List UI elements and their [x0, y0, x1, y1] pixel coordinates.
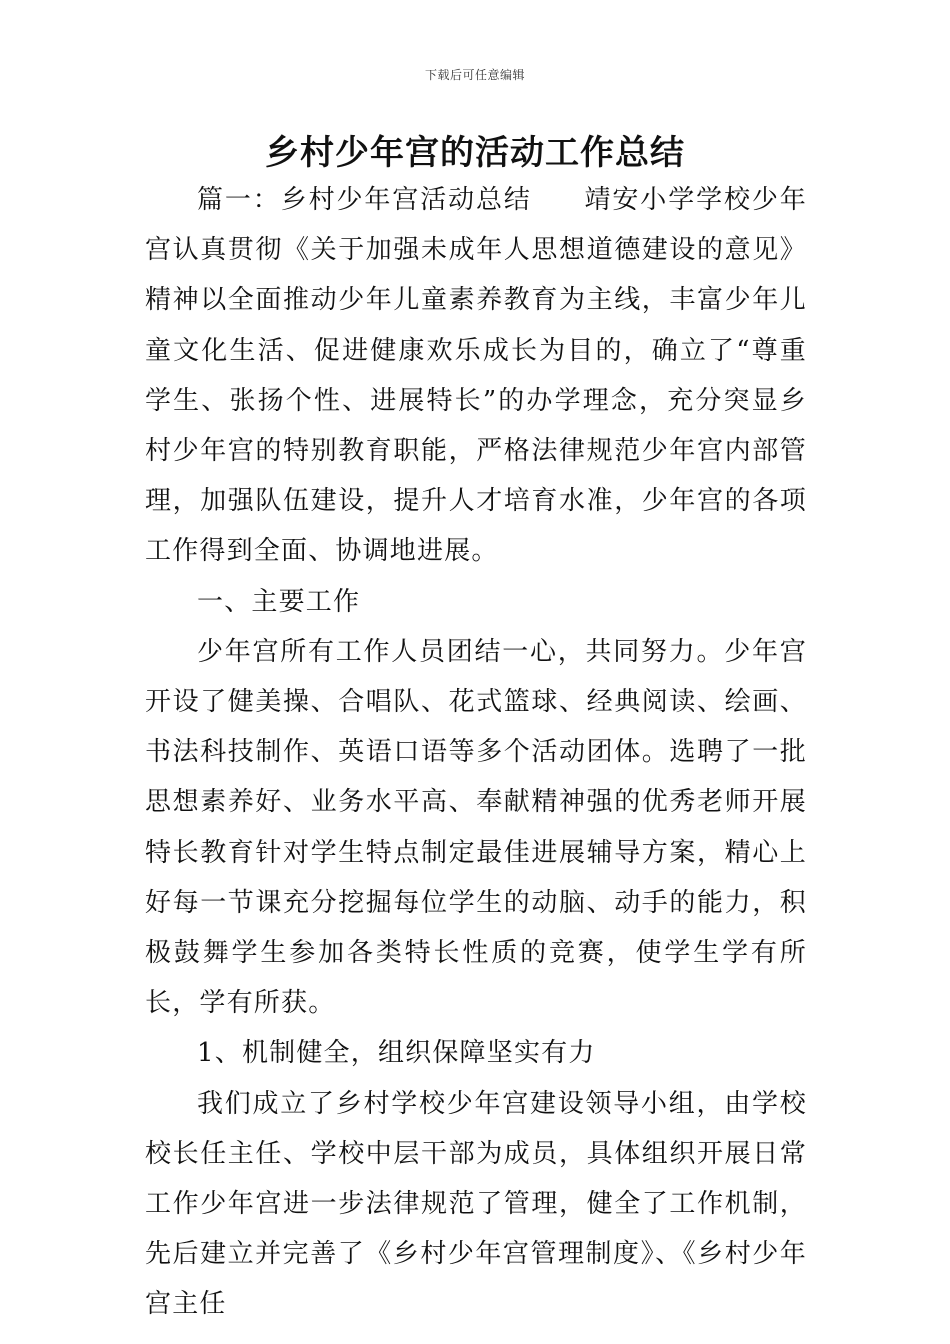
intro-lead: 篇一：乡村少年宫活动总结: [197, 185, 532, 215]
document-body: [145, 175, 807, 1330]
document-title: 乡村少年宫的活动工作总结: [265, 133, 685, 173]
subsection-heading-mechanism: 1、机制健全，组织保障坚实有力: [197, 1038, 596, 1069]
section-heading-main-work: 一、主要工作: [197, 586, 361, 617]
subsection-paragraph-mechanism: 我们成立了乡村学校少年宫建设领导小组，由学校校长任主任、学校中层干部为成员，具体组织开展日常工作少年宫进一步法律规范了管理，健全了工作机制，先后建立并完善了《乡村少年宫管理制度》、《乡村少年宫主任: [145, 1088, 807, 1320]
header-note: 下载后可任意编辑: [424, 68, 525, 82]
section-paragraph-main-work: 少年宫所有工作人员团结一心，共同努力。少年宫开设了健美操、合唱队、花式篮球、经典阅读、绘画、书法科技制作、英语口语等多个活动团体。选聘了一批思想素养好、业务水平高、奉献精神强的优秀老师开展特长教育针对学生特点制定最佳进展辅导方案，精心上好每一节课充分挖掘每位学生的动脑、动手的能力，积极鼓舞学生参加各类特长性质的竞赛，使学生学有所长，学有所获。: [145, 636, 807, 1019]
intro-paragraph: [145, 175, 807, 577]
intro-text: 靖安小学学校少年宫认真贯彻《关于加强未成年人思想道德建设的意见》精神以全面推动少年儿童素养教育为主线，丰富少年儿童文化生活、促进健康欢乐成长为目的，确立了“尊重学生、张扬个性、进展特长”的办学理念，充分突显乡村少年宫的特别教育职能，严格法律规范少年宫内部管理，加强队伍建设，提升人才培育水准，少年宫的各项工作得到全面、协调地进展。: [145, 185, 807, 567]
